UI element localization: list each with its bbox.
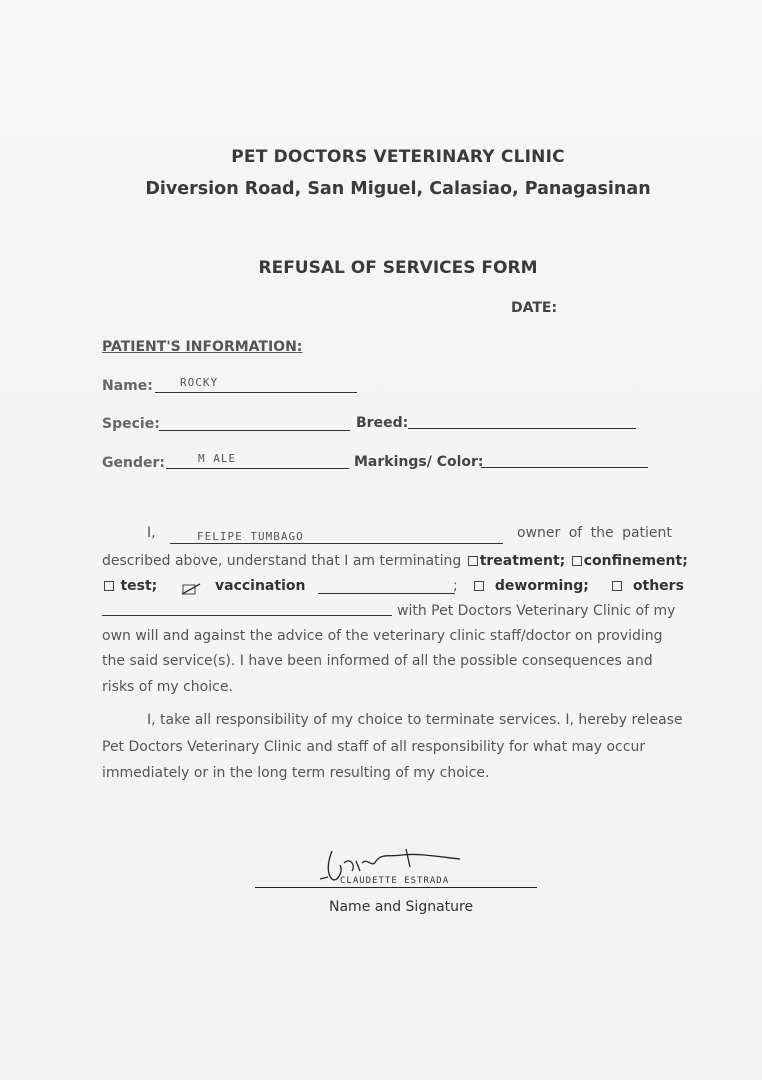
statement-line-5: own will and against the advice of the veterinary clinic staff/doctor on providing [102, 628, 663, 644]
release-line-3: immediately or in the long term resulting of my choice. [102, 765, 490, 781]
statement-line-6: the said service(s). I have been informed of all the possible consequences and [102, 653, 653, 669]
owner-name-value: FELIPE TUMBAGO [197, 530, 304, 543]
deworming-group [472, 573, 589, 599]
statement-line-3 [102, 573, 157, 599]
release-line-1: I, take all responsibility of my choice to terminate services. I, hereby release [147, 712, 683, 728]
breed-label: Breed: [356, 415, 409, 431]
form-title: REFUSAL OF SERVICES FORM [258, 258, 538, 278]
others-checkbox[interactable] [612, 581, 622, 591]
name-value: ROCKY [180, 376, 219, 389]
treatment-checkbox[interactable] [468, 556, 478, 566]
release-line-2: Pet Doctors Veterinary Clinic and staff of all responsibility for what may occur [102, 739, 646, 755]
semicolon-mark: ; [453, 578, 458, 594]
deworming-checkbox[interactable] [474, 581, 484, 591]
clinic-address: Diversion Road, San Miguel, Calasiao, Panagasinan [145, 179, 651, 199]
name-field-line [155, 392, 357, 393]
deworming-option: deworming; [494, 578, 589, 594]
test-option: test; [120, 578, 158, 594]
statement-line-7: risks of my choice. [102, 679, 233, 695]
test-checkbox[interactable] [104, 581, 114, 591]
owner-name-line [170, 543, 503, 544]
date-label: DATE: [511, 300, 558, 316]
confinement-checkbox[interactable] [572, 556, 582, 566]
specie-field-line [159, 430, 350, 431]
vaccination-detail-line [318, 593, 455, 594]
treatment-option: treatment; [479, 553, 566, 569]
statement-line-4: with Pet Doctors Veterinary Clinic of my [397, 603, 676, 619]
owner-prefix: I, [147, 525, 156, 541]
clinic-name: PET DOCTORS VETERINARY CLINIC [231, 147, 565, 167]
vaccination-option: vaccination [215, 578, 306, 594]
others-group [610, 573, 684, 599]
markings-label: Markings/ Color: [354, 454, 484, 470]
gender-label: Gender: [102, 455, 165, 471]
signature-line [255, 887, 537, 888]
markings-field-line [481, 467, 648, 468]
gender-value: M ALE [198, 452, 237, 465]
statement-line-2 [102, 548, 688, 574]
signature-label: Name and Signature [329, 899, 474, 915]
breed-field-line [408, 428, 636, 429]
signer-name: CLAUDETTE ESTRADA [340, 876, 450, 886]
others-detail-line [102, 615, 392, 616]
owner-suffix: owner of the patient [517, 525, 672, 541]
gender-field-line [166, 468, 349, 469]
others-option: others [632, 578, 684, 594]
vaccination-checkbox-checked[interactable] [180, 580, 202, 592]
specie-label: Specie: [102, 416, 160, 432]
statement-line-2-text: described above, understand that I am terminating [102, 553, 462, 569]
patient-section-heading: PATIENT'S INFORMATION: [102, 339, 303, 355]
name-label: Name: [102, 378, 153, 394]
confinement-option: confinement; [583, 553, 688, 569]
